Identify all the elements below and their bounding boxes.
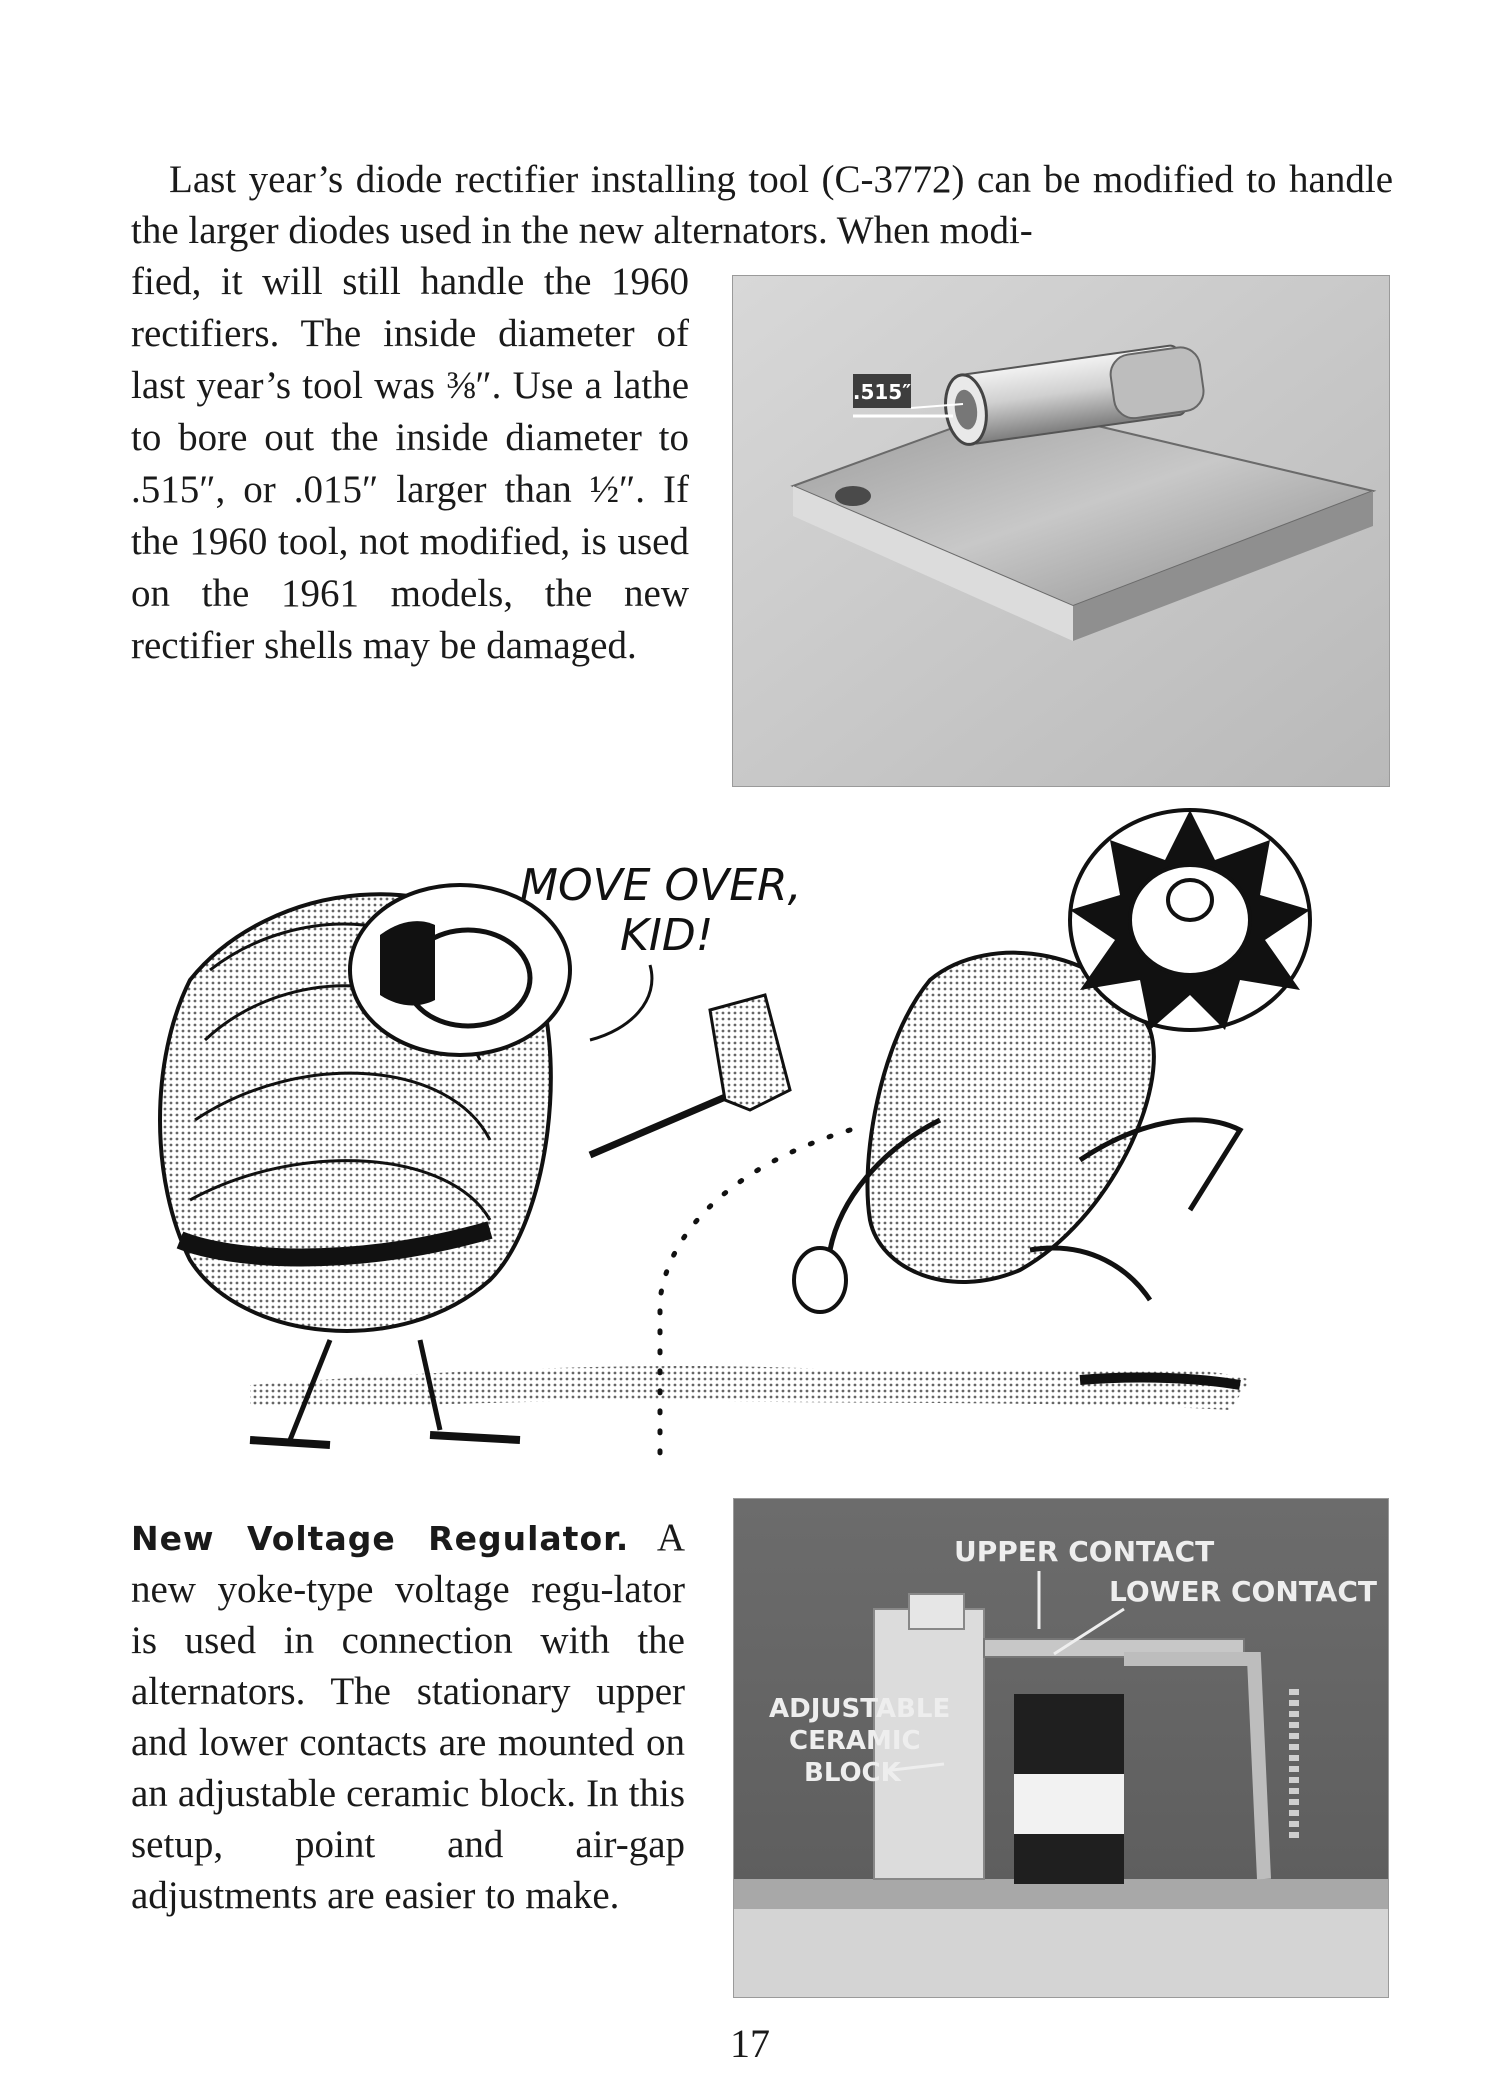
upper-contact-label: UPPER CONTACT xyxy=(954,1535,1215,1568)
voltage-regulator-paragraph xyxy=(131,1512,685,1921)
generator-character xyxy=(794,810,1310,1385)
voltage-regulator-photo xyxy=(733,1498,1389,1998)
ceramic-label: CERAMIC xyxy=(789,1726,921,1756)
adjustable-label: ADJUSTABLE xyxy=(769,1694,951,1724)
voltage-regulator-heading: New Voltage Regulator. xyxy=(131,1519,630,1558)
speech-line-1: MOVE OVER, xyxy=(520,860,802,911)
voltage-regulator-body: A new yoke-type voltage regu-lator is used in connection with the alternators. The stationary upper and lower contacts are mounted on an adjustable ceramic block. In this setup, point and air-gap adjustments are easier to make. xyxy=(131,1516,685,1917)
alternator-character xyxy=(160,885,790,1445)
block-label: BLOCK xyxy=(804,1758,901,1788)
voltage-regulator-illustration xyxy=(734,1499,1388,1997)
lower-contact-label: LOWER CONTACT xyxy=(1109,1575,1377,1608)
installing-tool-illustration xyxy=(733,276,1389,786)
installing-tool-photo xyxy=(732,275,1390,787)
intro-paragraph: Last year’s diode rectifier installing tool (C-3772) can be modified to handle the larger diodes used in the new alternators. When modi- xyxy=(131,158,1393,252)
speech-line-2: KID! xyxy=(620,910,714,961)
dimension-label: .515″ xyxy=(852,380,912,404)
alternator-cartoon xyxy=(150,800,1360,1480)
page-number: 17 xyxy=(730,2021,770,2066)
tool-modification-paragraph: fied, it will still handle the 1960 rectifiers. The inside diameter of last year’s tool was ⅜″. Use a lathe to bore out the inside diameter to .515″, or .015″ larger than ½″. If the 1960 tool, not modified, is used on the 1961 models, the new rectifier shells may be damaged. xyxy=(131,260,689,667)
